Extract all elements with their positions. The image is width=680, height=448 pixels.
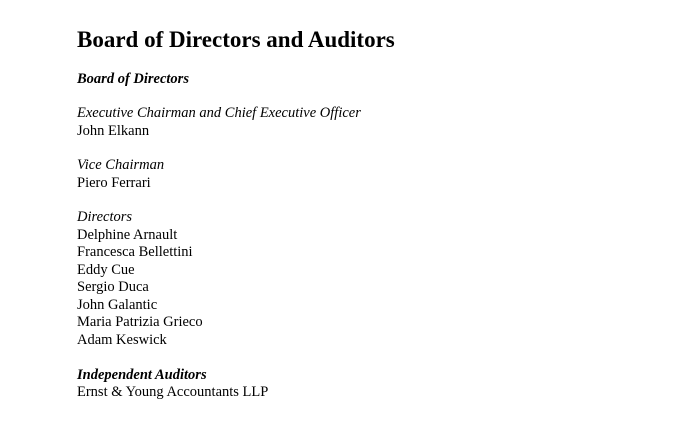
page-title: Board of Directors and Auditors [77, 27, 395, 52]
vice-chairman-name: Piero Ferrari [77, 174, 151, 191]
document-page [77, 26, 657, 402]
director-name: Adam Keswick [77, 331, 167, 348]
board-heading: Board of Directors [77, 71, 189, 87]
auditors-group [77, 366, 657, 402]
director-name: Delphine Arnault [77, 226, 178, 243]
director-name: Maria Patrizia Grieco [77, 314, 203, 330]
director-name: Francesca Bellettini [77, 244, 193, 260]
director-name: Eddy Cue [77, 261, 135, 278]
director-name: Sergio Duca [77, 279, 149, 295]
directors-group [77, 209, 657, 349]
vice-chairman-group [77, 157, 657, 192]
directors-role: Directors [77, 209, 133, 225]
vice-chairman-role: Vice Chairman [77, 157, 165, 173]
executive-chairman-role: Executive Chairman and Chief Executive Officer [77, 105, 361, 121]
director-name: John Galantic [77, 296, 158, 313]
auditors-name: Ernst & Young Accountants LLP [77, 384, 269, 400]
executive-chairman-group [77, 105, 657, 140]
auditors-heading: Independent Auditors [77, 367, 207, 383]
executive-chairman-name: John Elkann [77, 122, 150, 139]
